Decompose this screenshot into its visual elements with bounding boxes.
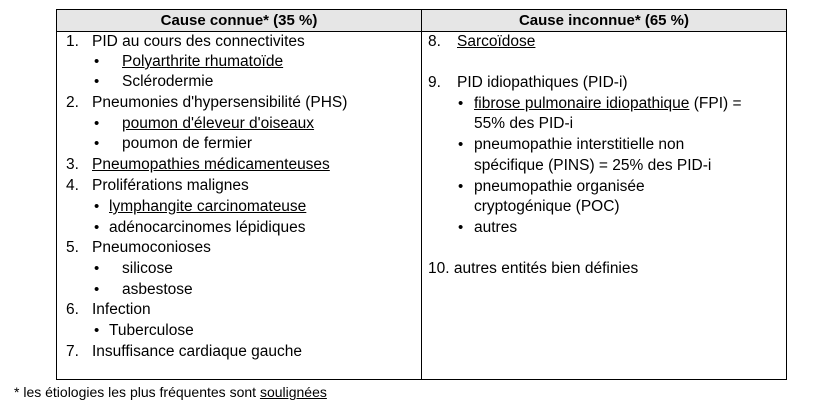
header-known-cause: Cause connue* (35 %): [57, 10, 421, 31]
item-text: Pneumoconioses: [92, 239, 211, 256]
item-number: 6.: [66, 301, 79, 318]
item-text: asbestose: [122, 281, 193, 298]
plain-text: (FPI) =: [689, 95, 742, 112]
item-text: Proliférations malignes: [92, 177, 249, 194]
item-text: Sclérodermie: [122, 73, 214, 90]
item-text: Pneumopathies médicamenteuses: [92, 156, 330, 173]
item-text: silicose: [122, 260, 173, 277]
bullet: •: [94, 322, 100, 339]
item-text: PID au cours des connectivites: [92, 33, 305, 50]
item-text: Insuffisance cardiaque gauche: [92, 343, 302, 360]
bullet: •: [94, 281, 100, 298]
column-divider: [421, 10, 422, 379]
item-text: pneumopathie interstitielle non: [474, 136, 685, 153]
bullet: •: [458, 136, 464, 153]
item-text: 55% des PID-i: [474, 115, 574, 132]
item-text: PID idiopathiques (PID-i): [457, 74, 628, 91]
item-text: Polyarthrite rhumatoïde: [122, 53, 284, 70]
bullet: •: [94, 115, 100, 132]
underlined-text: fibrose pulmonaire idiopathique: [474, 95, 690, 112]
bullet: •: [94, 219, 100, 236]
bullet: •: [94, 260, 100, 277]
item-number: 3.: [66, 156, 79, 173]
bullet: •: [94, 135, 100, 152]
item-number: 1.: [66, 33, 79, 50]
footnote-underlined-word: soulignées: [259, 384, 327, 400]
item-text: Sarcoïdose: [457, 33, 536, 50]
bullet: •: [94, 73, 100, 90]
item-number: 9.: [428, 74, 441, 91]
item-text: lymphangite carcinomateuse: [109, 198, 307, 215]
bullet: •: [458, 178, 464, 195]
item-number: 2.: [66, 94, 79, 111]
item-number: 8.: [428, 33, 441, 50]
item-text: [474, 94, 742, 114]
bullet: •: [458, 219, 464, 236]
bullet: •: [458, 95, 464, 112]
item-text: spécifique (PINS) = 25% des PID-i: [474, 157, 712, 174]
item-text: Infection: [92, 301, 151, 318]
item-number: 7.: [66, 343, 79, 360]
etiologies-table: [56, 9, 787, 380]
item-text: autres: [474, 219, 518, 236]
item-number: 4.: [66, 177, 79, 194]
item-text: adénocarcinomes lépidiques: [109, 219, 306, 236]
item-text: cryptogénique (POC): [474, 198, 620, 215]
item-text: poumon de fermier: [122, 135, 253, 152]
header-unknown-cause: Cause inconnue* (65 %): [422, 10, 786, 31]
bullet: •: [94, 53, 100, 70]
item-text: 10. autres entités bien définies: [428, 260, 639, 277]
item-text: poumon d'éleveur d'oiseaux: [122, 115, 315, 132]
footnote-text: * les étiologies les plus fréquentes sont: [14, 384, 260, 400]
bullet: •: [94, 198, 100, 215]
item-number: 5.: [66, 239, 79, 256]
item-text: Tuberculose: [109, 322, 194, 339]
item-text: Pneumonies d'hypersensibilité (PHS): [92, 94, 348, 111]
footnote: [14, 383, 327, 401]
item-text: pneumopathie organisée: [474, 178, 645, 195]
